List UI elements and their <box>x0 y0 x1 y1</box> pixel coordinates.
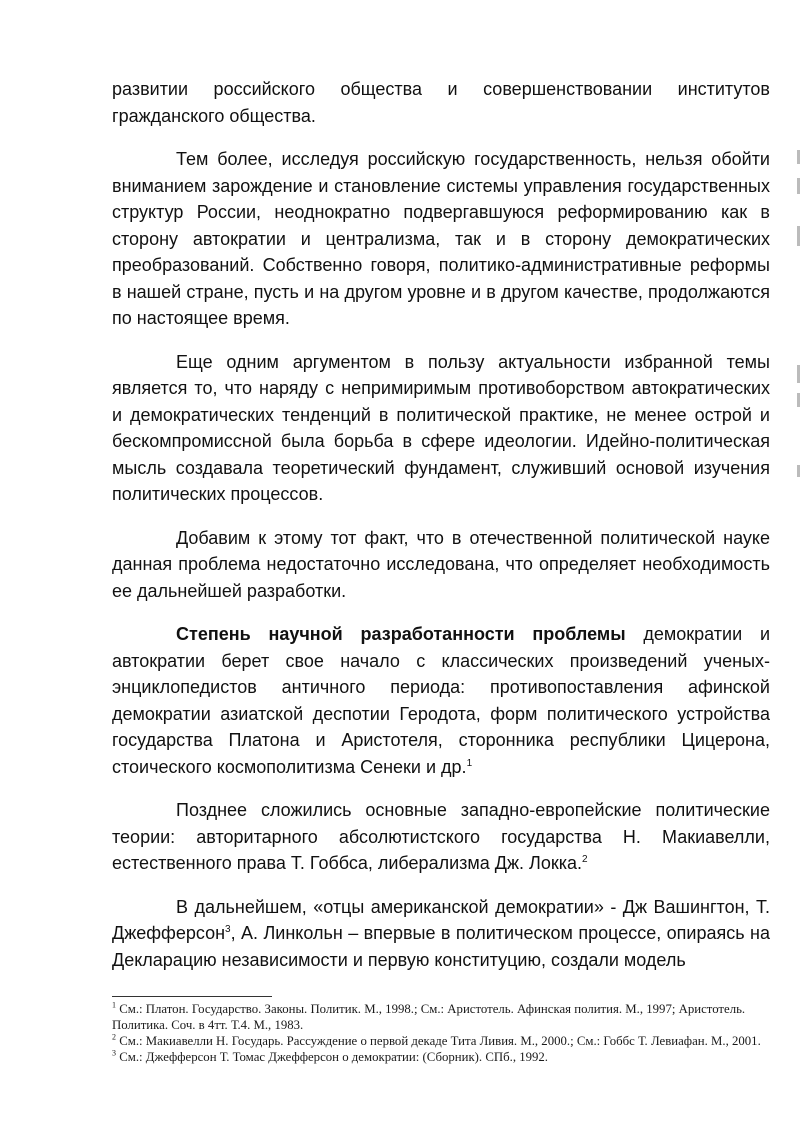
footnote-text: См.: Макиавелли Н. Государь. Рассуждение о первой декаде Тита Ливия. М., 2000.; См.: Гоббс Т. Левиафан. М., 2001. <box>116 1034 761 1048</box>
footnote <box>112 1033 770 1049</box>
footnote-number: 2 <box>112 1032 116 1042</box>
footnote-number: 1 <box>112 1000 116 1010</box>
paragraph-text: развитии российского общества и совершенствовании институтов гражданского общества. <box>112 79 770 126</box>
footnote-ref[interactable]: 1 <box>466 757 473 769</box>
body-text <box>112 76 770 973</box>
paragraph-text: Еще одним аргументом в пользу актуальности избранной темы является то, что наряду с непримиримым противоборством автократических и демократических тенденций в политической практике, не менее острой и бескомпромиссной была борьба в сфере идеологии. Идейно-политическая мысль создавала теоретический фундамент, служивший основой изучения политических процессов. <box>112 351 770 504</box>
footnote-ref[interactable]: 2 <box>582 854 588 865</box>
footnote <box>112 1001 770 1033</box>
paragraph-american-democracy <box>112 894 770 974</box>
paragraph-western-theories <box>112 797 770 877</box>
bold-heading-phrase: Степень научной разработанности проблемы <box>176 624 626 644</box>
footnote <box>112 1049 770 1065</box>
paragraph-text: В дальнейшем, «отцы американской демократии» - Дж Вашингтон, Т. Джефферсон <box>112 896 770 943</box>
paragraph-text: демократии и автократии берет свое начало с классических произведений ученых-энциклопедистов античного периода: противопоставления афинской демократии азиатской деспотии Геродота, форм политического устройства государства Платона и Аристотеля, сторонника республики Цицерона, стоического космополитизма Сенеки и др. <box>112 624 771 777</box>
paragraph-continuation <box>112 76 770 129</box>
paragraph-research-gap <box>112 525 770 605</box>
footnote-ref[interactable]: 3 <box>225 924 231 935</box>
footnotes <box>112 1001 770 1065</box>
paragraph-text: Добавим к этому тот факт, что в отечественной политической науке данная проблема недостаточно исследована, что определяет необходимость ее дальнейшей разработки. <box>112 527 770 601</box>
paragraph-text: Тем более, исследуя российскую государственность, нельзя обойти вниманием зарождение и становление системы управления государственных структур России, неоднократно подвергавшуюся реформированию как в сторону автократии и централизма, так и в сторону демократических преобразований. Собственно говоря, политико-административные реформы в нашей стране, пусть и на другом уровне и в другом качестве, продолжаются по настоящее время. <box>112 149 770 328</box>
paragraph-ideology <box>112 349 770 508</box>
footnote-number: 3 <box>112 1048 116 1058</box>
paragraph-text: Позднее сложились основные западно-европейские политические теории: авторитарного абсолютистского государства Н. Макиавелли, естественного права Т. Гоббса, либерализма Дж. Локка. <box>112 800 770 873</box>
footnote-separator <box>112 996 272 997</box>
footnote-text: См.: Платон. Государство. Законы. Политик. М., 1998.; См.: Аристотель. Афинская полития. М., 1997; Аристотель. Политика. Соч. в 4тт. Т.4. М., 1983. <box>112 1002 746 1032</box>
paragraph-governance <box>112 146 770 332</box>
footnote-text: См.: Джефферсон Т. Томас Джефферсон о демократии: (Сборник). СПб., 1992. <box>116 1050 549 1064</box>
paragraph-text: , А. Линкольн – впервые в политическом процессе, опираясь на Декларацию независимости и первую конституцию, создали модель <box>112 923 770 970</box>
paragraph-degree-of-study <box>112 621 770 780</box>
